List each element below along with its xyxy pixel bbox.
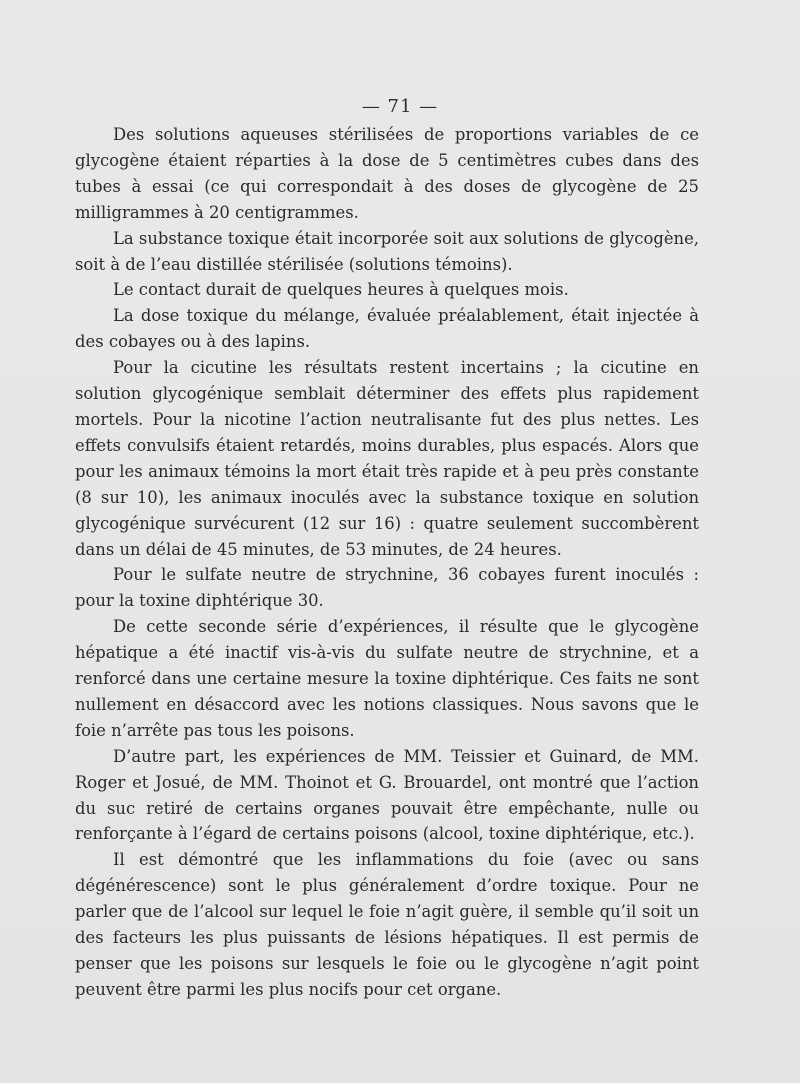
- paragraph: Pour le sulfate neutre de strychnine, 36 cobayes furent inoculés : pour la toxine diphtérique 30.: [75, 565, 699, 611]
- paragraph: Le contact durait de quelques heures à quelques mois.: [113, 280, 569, 300]
- paragraph: La dose toxique du mélange, évaluée préalablement, était injectée à des cobayes ou à des lapins.: [75, 306, 699, 352]
- paragraph: De cette seconde série d’expériences, il résulte que le glycogène hépatique a été inactif vis-à-vis du sulfate neutre de strychnine, et a renforcé dans une certaine mesure la toxine diphtérique. Ces faits ne sont nullement en désaccord avec les notions classiques. Nous savons que le foie n’arrête pas tous les poisons.: [75, 617, 699, 740]
- paragraph: Des solutions aqueuses stérilisées de proportions variables de ce glycogène étaient réparties à la dose de 5 centimètres cubes dans des tubes à essai (ce qui correspondait à des doses de glycogène de 25 milligrammes à 20 centigrammes.: [75, 125, 699, 222]
- paragraph: D’autre part, les expériences de MM. Teissier et Guinard, de MM. Roger et Josué, de MM. Thoinot et G. Brouardel, ont montré que l’action du suc retiré de certains organes pouvait être empêchante, nulle ou renforçante à l’égard de certains poisons (alcool, toxine diphtérique, etc.).: [75, 746, 699, 844]
- paragraph: Pour la cicutine les résultats restent incertains ; la cicutine en solution glycogénique semblait déterminer des effets plus rapidement mortels. Pour la nicotine l’action neutralisante fut des plus nettes. Les effets convulsifs étaient retardés, moins durables, plus espacés. Alors que pour les animaux témoins la mort était très rapide et à peu près constante (8 sur 10), les animaux inoculés avec la substance toxique en solution glycogénique survécurent (12 sur 16) : quatre seulement succombèrent dans un délai de 45 minutes, de 53 minutes, de 24 heures.: [75, 358, 699, 559]
- body-text: [75, 122, 699, 1003]
- page-number: — 71 —: [361, 96, 439, 117]
- paragraph: Il est démontré que les inflammations du foie (avec ou sans dégénérescence) sont le plus généralement d’ordre toxique. Pour ne parler que de l’alcool sur lequel le foie n’agit guère, il semble qu’il soit un des facteurs les plus puissants de lésions hépatiques. Il est permis de penser que les poisons sur lesquels le foie ou le glycogène n’agit point peuvent être parmi les plus nocifs pour cet organe.: [75, 850, 699, 999]
- paragraph: La substance toxique était incorporée soit aux solutions de glycogène, soit à de l’eau distillée stérilisée (solutions témoins).: [75, 228, 699, 274]
